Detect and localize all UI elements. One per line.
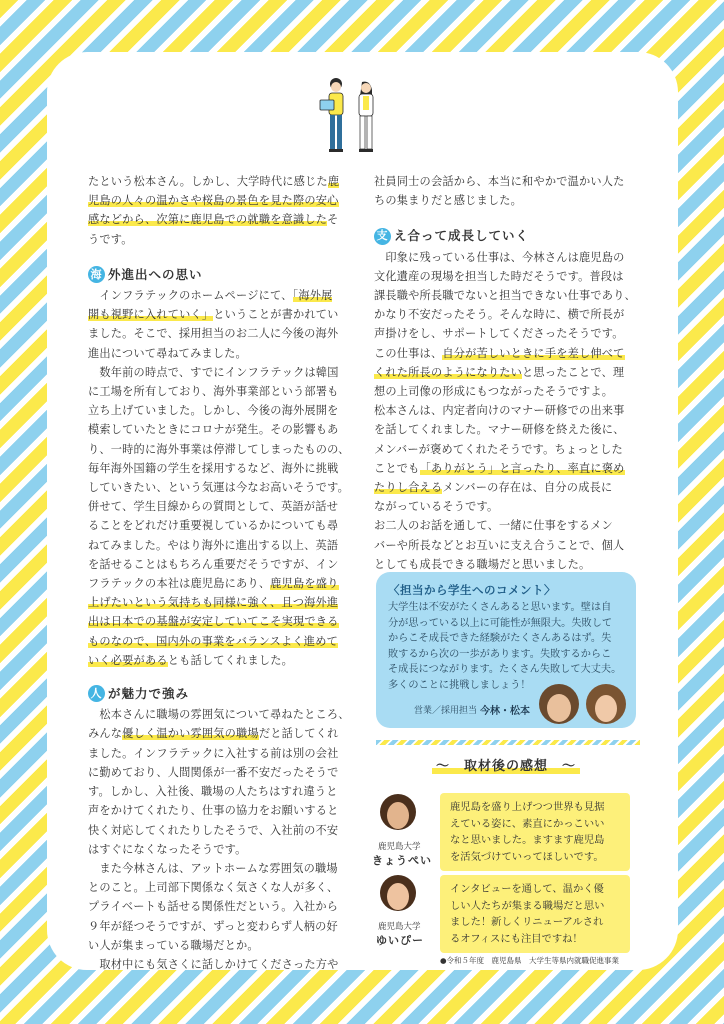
staff-comment-box [376, 572, 636, 728]
people-paragraph: 松本さんに職場の雰囲気について尋ねたところ、 みんな優しく温かい雰囲気の職場だと話してくれ ました。インフラテックに入社する前は別の会社 に勤めており、人間関係が一番不安だったそうで す。しかし、入社後、職場の人たちはすれ違うと 声をかけてくれたり、仕事の協力をお願いすると 快く対応してくれたりしたそうで、入社前の不安 はすぐになくなったそうです。 また今林さんは、アットホームな雰囲気の職場 とのこと。上司部下関係なく気さくな人が多く、 プライベートも話せる関係性だという。入社から ９年が経つそうですが、ずっと変わらず人柄の好 い人が集まっている職場だとか。 取材中にも気さくに話しかけてくださった方や [88, 708, 350, 971]
overseas-paragraph: インフラテックのホームページにて、「海外展 開も視野に入れていく」ということが書かれてい ました。そこで、採用担当のお二人に今後の海外 進出について尋ねてみました。 数年前の時点で、すでにインフラテックは韓国 に工場を所有しており、海外事業部という部署も 立ち上げていました。しかし、今後の海外展開を 模索していたときにコロナが発生。その影響もあ り、一時的に海外事業は停滞してしまったものの、 毎年海外国籍の学生を採用するなど、海外に挑戦 していきたい、という気運は今なお高いそうです。 併せて、学生目線からの質問として、英語が話せ ることをどれだけ重要視しているかについても尋 ねてみました。やはり海外に進出する以上、英語 を話せることはもちろん重要だそうですが、イン フラテックの本社は鹿児島にあり、鹿児島を盛り 上げたいという気持ちも同様に強く、且つ海外進 出は日本での基盤が安定していてこそ実現できる ものなので、国内外の事業をバランスよく進めて いく必要があるとも話してくれました。 [88, 289, 350, 667]
comment-signature-role: 営業／採用担当 [414, 706, 478, 716]
section-heading-overseas [88, 265, 356, 284]
section-heading-support [374, 226, 642, 245]
right-intro-paragraph: 社員同士の会話から、本当に和やかで温かい人た ちの集まりだと感じました。 [374, 175, 625, 208]
student-name: きょうぺい [372, 854, 432, 867]
right-column [374, 172, 642, 574]
section-heading-icon: 人 [88, 685, 105, 702]
section-heading-icon: 支 [374, 228, 391, 245]
left-column [88, 172, 356, 974]
support-paragraph: 印象に残っている仕事は、今林さんは鹿児島の 文化遺産の現場を担当した時だそうです。普段は 課長職や所長職でないと担当できない仕事であり、 かなり不安だったそう。そんな時に、横で所長が 声掛けをし、サポートしてくださったそうです。 この仕事は、自分が苦しいときに手を差し伸べて くれた所長のようになりたいと思ったことで、理 想の上司像の形成にもつながったそうですよ。 松本さんは、内定者向けのマナー研修での出来事 を話してくれました。マナー研修を終えた後に、 メンバーが褒めてくれたそうです。ちょっとした ことでも「ありがとう」と言ったり、率直に褒め たりし合えるメンバーの存在は、自分の成長に ながっているそうです。 お二人のお話を通して、一緒に仕事をするメン バーや所長などとお互いに支え合うことで、個人 としても成長できる職場だと思いました。 [374, 250, 636, 571]
two-people-illustration-icon [318, 76, 384, 156]
student-name: ゆいぴー [376, 934, 424, 947]
section-heading-text: え合って成長していく [394, 228, 530, 244]
student-avatar [380, 875, 416, 911]
footer-credit: ●令和５年度 鹿児島県 大学生等県内就職促進事業 [440, 956, 620, 965]
staff-photo-avatar [539, 684, 579, 724]
section-heading-text: が魅力で強み [108, 686, 190, 702]
intro-paragraph: たという松本さん。しかし、大学時代に感じた鹿 児島の人々の温かさや桜島の景色を見た際の安心 感などから、次第に鹿児島での就職を意識したそ うです。 [88, 175, 340, 246]
student-avatar [380, 794, 416, 830]
section-heading-people [88, 684, 356, 703]
student-university: 鹿児島大学 [378, 842, 421, 852]
impression-bubble: インタビューを通して、温かく優 しい人たちが集まる職場だと思い ました！新しくリニューアルされ るオフィスにも注目ですね！ [440, 875, 630, 953]
comment-title: 〈担当から学生へのコメント〉 [388, 583, 556, 597]
student-university: 鹿児島大学 [378, 922, 421, 932]
comment-body: 大学生は不安がたくさんあると思います。壁は自 分が思っている以上に可能性が無限大。失敗して からこそ成長できた経験がたくさんあるはず。失 敗するから次の一歩があります。失敗するからこ そ成長につながります。たくさん失敗して大丈夫。 多くのことに挑戦しましょう！ [388, 602, 622, 691]
staff-photo-avatar [586, 684, 626, 724]
impressions-title: 〜 取材後の感想 〜 [376, 755, 636, 774]
divider [376, 740, 640, 745]
section-heading-icon: 海 [88, 266, 105, 283]
impression-bubble: 鹿児島を盛り上げつつ世界も見据 えている姿に、素直にかっこいい なと思いました。ますます鹿児島 を活気づけていってほしいです。 [440, 793, 630, 871]
comment-signature-names: 今林・松本 [480, 706, 530, 717]
section-heading-text: 外進出への思い [108, 266, 203, 282]
